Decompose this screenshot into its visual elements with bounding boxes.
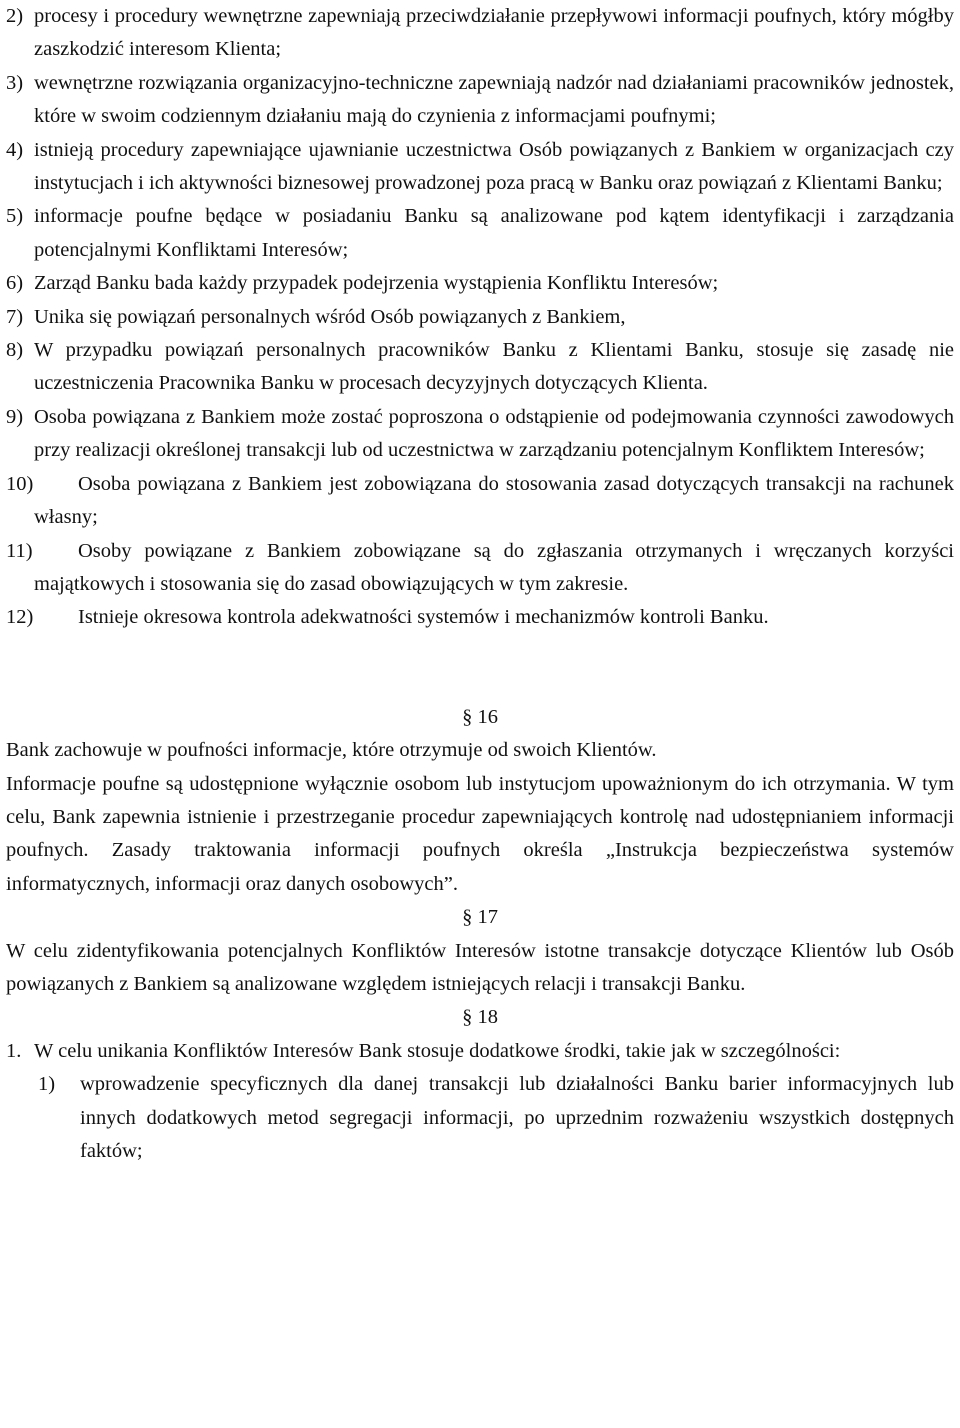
list-item-text: procesy i procedury wewnętrzne zapewniają przeciwdziałanie przepływowi informacji poufnych, który mógłby zaszkodzić interesom Klienta; [34, 5, 954, 61]
point-number: 1. [6, 1039, 22, 1062]
list-item [6, 601, 954, 634]
sub-list-item-number: 1) [38, 1073, 56, 1096]
section-heading-18: § 18 [462, 1006, 498, 1029]
list-item-text: Unika się powiązań personalnych wśród Osób powiązanych z Bankiem, [34, 305, 626, 328]
list-item [6, 67, 954, 134]
list-item-number: 7) [6, 305, 24, 328]
paragraph: Bank zachowuje w poufności informacje, które otrzymuje od swoich Klientów. [6, 739, 657, 762]
section-heading-16: § 16 [462, 705, 498, 728]
list-item-text: Zarząd Banku bada każdy przypadek podejrzenia wystąpienia Konfliktu Interesów; [34, 272, 719, 295]
sub-list-item-text: wprowadzenie specyficznych dla danej transakcji lub działalności Banku barier informacyjnych lub innych dodatkowych metod segregacji informacji, po uprzednim rozważeniu wszystkich dostępnych faktów; [80, 1073, 954, 1162]
list-item-number: 10) [6, 472, 34, 495]
list-item-text: Osoba powiązana z Bankiem może zostać poproszona o odstąpienie od podejmowania czynności zawodowych przy realizacji określonej transakcji lub od uczestnictwa w zarządzaniu potencjalnym Konfliktem Interesów; [34, 405, 954, 462]
list-item-text: Istnieje okresowa kontrola adekwatności systemów i mechanizmów kontroli Banku. [78, 606, 769, 629]
paragraph: W celu zidentyfikowania potencjalnych Konfliktów Interesów istotne transakcje dotyczące Klientów lub Osób powiązanych z Bankiem są analizowane względem istniejących relacji i transakcji Banku. [6, 939, 954, 995]
list-item-number: 3) [6, 71, 24, 94]
list-item-text: informacje poufne będące w posiadaniu Banku są analizowane pod kątem identyfikacji i zarządzania potencjalnymi Konfliktami Interesów; [34, 205, 954, 261]
list-item [6, 401, 954, 468]
point-text: W celu unikania Konfliktów Interesów Bank stosuje dodatkowe środki, takie jak w szczególności: [34, 1039, 841, 1062]
list-item-number: 9) [6, 405, 24, 428]
list-item-number: 6) [6, 272, 24, 295]
list-item [6, 200, 954, 267]
list-item-number: 5) [6, 205, 24, 228]
list-item [6, 0, 954, 67]
list-item [6, 134, 954, 201]
document-page [6, 0, 954, 1168]
list-item-text: Osoby powiązane z Bankiem zobowiązane są do zgłaszania otrzymanych i wręczanych korzyści majątkowych i stosowania się do zasad obowiązujących w tym zakresie. [34, 539, 954, 595]
section-heading-17: § 17 [462, 906, 498, 929]
list-item [6, 468, 954, 535]
list-item [6, 334, 954, 401]
sub-list [6, 1068, 954, 1168]
list-item-text: W przypadku powiązań personalnych pracowników Banku z Klientami Banku, stosuje się zasadę nie uczestniczenia Pracownika Banku w procesach decyzyjnych dotyczących Klienta. [34, 339, 954, 395]
list-item-number: 12) [6, 606, 34, 629]
sub-list-item [34, 1068, 954, 1168]
list-item [6, 267, 954, 300]
list-item-text: Osoba powiązana z Bankiem jest zobowiązana do stosowania zasad dotyczących transakcji na rachunek własny; [34, 472, 954, 529]
list-item-number: 8) [6, 339, 24, 362]
list-item [6, 535, 954, 602]
list-item-number: 4) [6, 138, 24, 161]
list-item-number: 11) [6, 539, 33, 562]
paragraph: Informacje poufne są udostępnione wyłącznie osobom lub instytucjom upoważnionym do ich otrzymania. W tym celu, Bank zapewnia istnienie i przestrzeganie procedur zapewniających kontrolę nad udostępnianiem informacji poufnych. Zasady traktowania informacji poufnych określa „Instrukcja bezpieczeństwa systemów informatycznych, informacji oraz danych osobowych”. [6, 772, 954, 895]
measures-list [6, 0, 954, 635]
list-item [6, 301, 954, 334]
list-item-text: wewnętrzne rozwiązania organizacyjno-techniczne zapewniają nadzór nad działaniami pracowników jednostek, które w swoim codziennym działaniu mają do czynienia z informacjami poufnymi; [34, 71, 954, 128]
list-item-number: 2) [6, 5, 24, 27]
numbered-point [6, 1035, 954, 1068]
list-item-text: istnieją procedury zapewniające ujawnianie uczestnictwa Osób powiązanych z Bankiem w organizacjach czy instytucjach i ich aktywności biznesowej prowadzonej poza pracą w Banku oraz powiązań z Klientami Banku; [34, 138, 954, 195]
